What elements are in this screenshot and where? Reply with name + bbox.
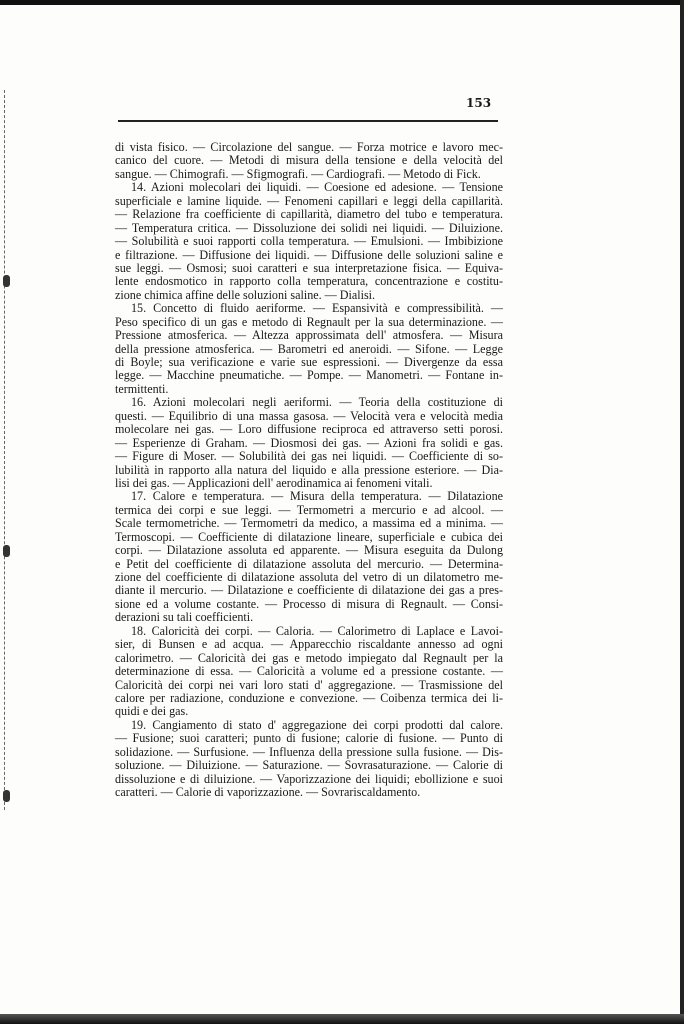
binding-mark: [3, 790, 10, 802]
paragraph: [115, 490, 503, 624]
text-line: superficiale e lamine liquide. — Fenomeni capillari e leggi della capillarità.: [115, 193, 503, 208]
text-line: quidi e dei gas.: [115, 704, 189, 719]
header-rule: [118, 120, 498, 122]
text-line: Termoscopi. — Coefficiente di dilatazione lineare, superficiale e cubica dei: [115, 529, 503, 544]
text-line: Scale termometriche. — Termometri da medico, a massima ed a minima. —: [115, 516, 503, 531]
text-line: 18. Caloricità dei corpi. — Caloria. — Calorimetro di Laplace e Lavoi-: [131, 623, 503, 638]
text-line: Peso specifico di un gas e metodo di Regnault per la sua determinazione. —: [115, 314, 503, 329]
text-line: molecolare nei gas. — Loro diffusione reciproca ed attraverso setti porosi.: [115, 422, 503, 437]
binding-mark: [3, 275, 10, 287]
paragraph: [115, 625, 503, 719]
paragraph: [115, 719, 503, 800]
text-line: corpi. — Dilatazione assoluta ed apparente. — Misura eseguita da Dulong: [115, 543, 503, 558]
paragraph: [115, 302, 503, 396]
text-line: derazioni su tali coefficienti.: [115, 610, 254, 625]
text-line: Pressione atmosferica. — Altezza approssimata dell' atmosfera. — Misura: [115, 328, 503, 343]
body-text: [115, 141, 503, 799]
paragraph: [115, 141, 503, 181]
text-line: — Figure di Moser. — Solubilità dei gas nei liquidi. — Coefficiente di so-: [115, 449, 503, 464]
text-line: sangue. — Chimografi. — Sfigmografi. — Cardiografi. — Metodo di Fick.: [115, 166, 481, 181]
text-line: di vista fisico. — Circolazione del sangue. — Forza motrice e lavoro mec-: [115, 140, 503, 154]
text-line: — Relazione fra coefficiente di capillarità, diametro del tubo e temperatura.: [115, 207, 503, 222]
text-line: zione del coefficiente di dilatazione assoluta del vetro di un dilatometro me-: [115, 570, 503, 584]
text-line: calore per radiazione, conduzione e convezione. — Coibenza termica dei li-: [115, 690, 503, 705]
text-line: questi. — Equilibrio di una massa gasosa. — Velocità vera e velocità media: [115, 408, 503, 423]
paragraph: [115, 181, 503, 302]
text-line: sue leggi. — Osmosi; suoi caratteri e sua interpretazione fisica. — Equiva-: [115, 260, 503, 275]
scan-edge-top: [0, 0, 684, 5]
text-line: sier, di Bunsen e ad acqua. — Apparecchio riscaldante annesso ad ogni: [115, 637, 503, 652]
text-line: legge. — Macchine pneumatiche. — Pompe. — Manometri. — Fontane in-: [115, 368, 503, 383]
text-line: — Esperienze di Graham. — Diosmosi dei gas. — Azioni fra solidi e gas.: [115, 435, 503, 450]
page-number: 153: [466, 96, 492, 110]
text-line: — Fusione; suoi caratteri; punto di fusione; calorie di fusione. — Punto di: [115, 731, 503, 746]
text-line: sione ed a volume costante. — Processo di misura di Regnault. — Consi-: [115, 596, 503, 611]
text-line: dissoluzione e di diluizione. — Vaporizzazione dei liquidi; ebollizione e suoi: [115, 771, 503, 786]
text-line: 14. Azioni molecolari dei liquidi. — Coesione ed adesione. — Tensione: [131, 180, 503, 195]
text-line: canico del cuore. — Metodi di misura della tensione e della velocità del: [115, 153, 503, 168]
text-line: di Boyle; sua verificazione e varie sue espressioni. — Divergenze da essa: [115, 355, 503, 369]
text-line: lente endosmotico in rapporto colla temperatura, concentrazione e costitu-: [115, 274, 503, 289]
paragraph: [115, 396, 503, 490]
text-line: — Temperatura critica. — Dissoluzione dei solidi nei liquidi. — Diluizione.: [115, 220, 503, 235]
text-line: caratteri. — Calorie di vaporizzazione. — Sovrariscaldamento.: [115, 785, 421, 799]
text-line: — Solubilità e suoi rapporti colla temperatura. — Emulsioni. — Imbibizione: [115, 234, 503, 249]
text-line: e Petit del coefficiente di dilatazione assoluta del mercurio. — Determina-: [115, 556, 503, 571]
text-line: 16. Azioni molecolari negli aeriformi. — Teoria della costituzione di: [131, 395, 503, 410]
binding-mark: [3, 545, 10, 557]
text-line: zione chimica affine delle soluzioni saline. — Dialisi.: [115, 287, 376, 302]
text-line: della pressione atmosferica. — Barometri ed aneroidi. — Sifone. — Legge: [115, 341, 503, 356]
text-line: determinazione di essa. — Caloricità a volume ed a pressione costante. —: [115, 664, 503, 679]
scan-edge-bottom: [0, 1014, 684, 1024]
text-line: 15. Concetto di fluido aeriforme. — Espansività e compressibilità. —: [131, 301, 503, 316]
text-line: e filtrazione. — Diffusione dei liquidi. — Diffusione delle soluzioni saline e: [115, 247, 503, 262]
scan-edge-right: [680, 0, 684, 1024]
text-line: termittenti.: [115, 381, 169, 396]
text-line: lisi dei gas. — Applicazioni dell' aerodinamica ai fenomeni vitali.: [115, 475, 433, 490]
text-line: solidazione. — Surfusione. — Influenza della pressione sulla fusione. — Dis-: [115, 744, 503, 759]
text-line: calorimetro. — Caloricità dei gas e metodo impiegato dal Regnault per la: [115, 650, 503, 665]
text-line: 17. Calore e temperatura. — Misura della temperatura. — Dilatazione: [131, 489, 503, 504]
text-line: Caloricità dei corpi nei vari loro stati d' aggregazione. — Trasmissione del: [115, 677, 503, 692]
text-line: diante il mercurio. — Dilatazione e coefficiente di dilatazione dei gas a pres-: [115, 583, 503, 598]
text-line: lubilità in rapporto alla natura del liquido e alla pressione esteriore. — Dia-: [115, 462, 503, 477]
text-line: soluzione. — Diluizione. — Saturazione. — Sovrasaturazione. — Calorie di: [115, 758, 503, 773]
binding-marks: [4, 90, 11, 810]
text-line: termica dei corpi e sue leggi. — Termometri a mercurio e ad alcool. —: [115, 502, 503, 517]
text-line: 19. Cangiamento di stato d' aggregazione dei corpi prodotti dal calore.: [131, 717, 503, 732]
